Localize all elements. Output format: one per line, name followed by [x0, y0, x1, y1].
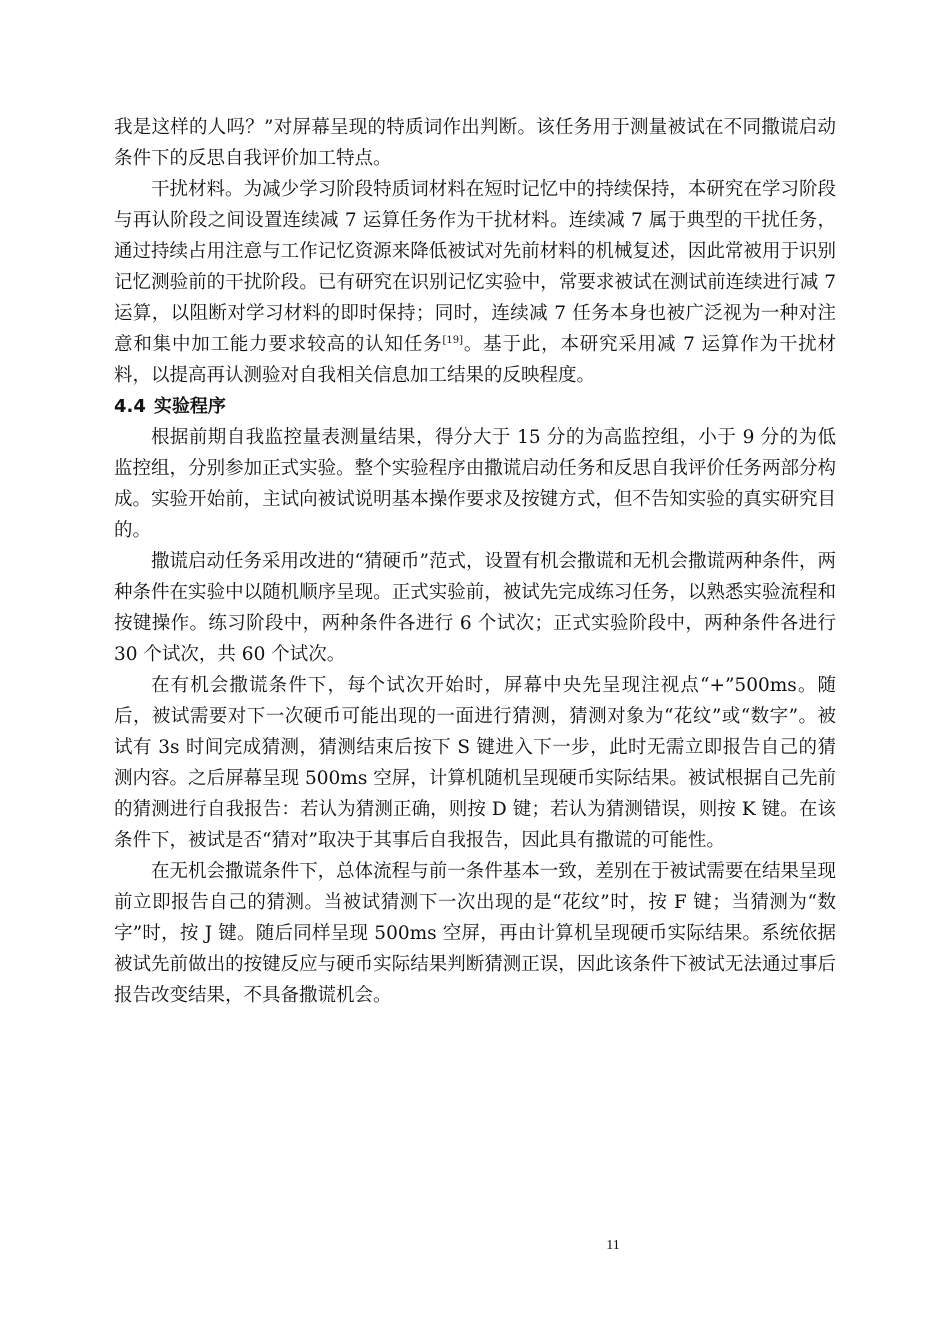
page-number: 11 — [606, 1238, 620, 1253]
paragraph-text: 干扰材料。为减少学习阶段特质词材料在短时记忆中的持续保持，本研究在学习阶段与再认阶段之间设置连续减 7 运算任务作为干扰材料。连续减 7 属于典型的干扰任务，通过持续占用注意与工作记忆资源来降低被试对先前材料的机械复述，因此常被用于识别记忆测验前的干扰阶段。已有研究在识别记忆实验中，常要求被试在测试前连续进行减 7 运算，以阻断对学习材料的即时保持；同时，连续减 7 任务本身也被广泛视为一种对注意和集中加工能力要求较高的认知任务 — [114, 179, 836, 355]
section-heading — [114, 391, 836, 422]
page-footer — [0, 1238, 950, 1254]
paragraph-continuation: 我是这样的人吗？”对屏幕呈现的特质词作出判断。该任务用于测量被试在不同撒谎启动条件下的反思自我评价加工特点。 — [114, 117, 836, 169]
paragraph-procedure-overview: 根据前期自我监控量表测量结果，得分大于 15 分的为高监控组，小于 9 分的为低监控组，分别参加正式实验。整个实验程序由撒谎启动任务和反思自我评价任务两部分构成。实验开始前，主试向被试说明基本操作要求及按键方式，但不告知实验的真实研究目的。 — [114, 427, 836, 541]
section-title: 实验程序 — [153, 396, 226, 417]
paragraph-text-after: 。基于此，本研究采用减 7 运算作为干扰材料，以提高再认测验对自我相关信息加工结果的反映程度。 — [114, 334, 836, 386]
paragraph-opportunity-condition: 在有机会撒谎条件下，每个试次开始时，屏幕中央先呈现注视点“+”500ms。随后，被试需要对下一次硬币可能出现的一面进行猜测，猜测对象为“花纹”或“数字”。被试有 3s 时间完成猜测，猜测结束后按下 S 键进入下一步，此时无需立即报告自己的猜测内容。之后屏幕呈现 500ms 空屏，计算机随机呈现硬币实际结果。被试根据自己先前的猜测进行自我报告：若认为猜测正确，则按 D 键；若认为猜测错误，则按 K 键。在该条件下，被试是否“猜对”取决于其事后自我报告，因此具有撒谎的可能性。 — [114, 675, 836, 851]
document-body — [114, 112, 836, 1011]
citation-ref: [19] — [442, 335, 464, 346]
paragraph-no-opportunity-condition: 在无机会撒谎条件下，总体流程与前一条件基本一致，差别在于被试需要在结果呈现前立即报告自己的猜测。当被试猜测下一次出现的是“花纹”时，按 F 键；当猜测为“数字”时，按 J 键。随后同样呈现 500ms 空屏，再由计算机呈现硬币实际结果。系统依据被试先前做出的按键反应与硬币实际结果判断猜测正误，因此该条件下被试无法通过事后报告改变结果，不具备撒谎机会。 — [114, 861, 836, 1006]
paragraph-interference-material — [114, 174, 836, 391]
paragraph-lying-task: 撒谎启动任务采用改进的“猜硬币”范式，设置有机会撒谎和无机会撒谎两种条件，两种条件在实验中以随机顺序呈现。正式实验前，被试先完成练习任务，以熟悉实验流程和按键操作。练习阶段中，两种条件各进行 6 个试次；正式实验阶段中，两种条件各进行 30 个试次，共 60 个试次。 — [114, 551, 836, 665]
section-number: 4.4 — [114, 396, 146, 417]
